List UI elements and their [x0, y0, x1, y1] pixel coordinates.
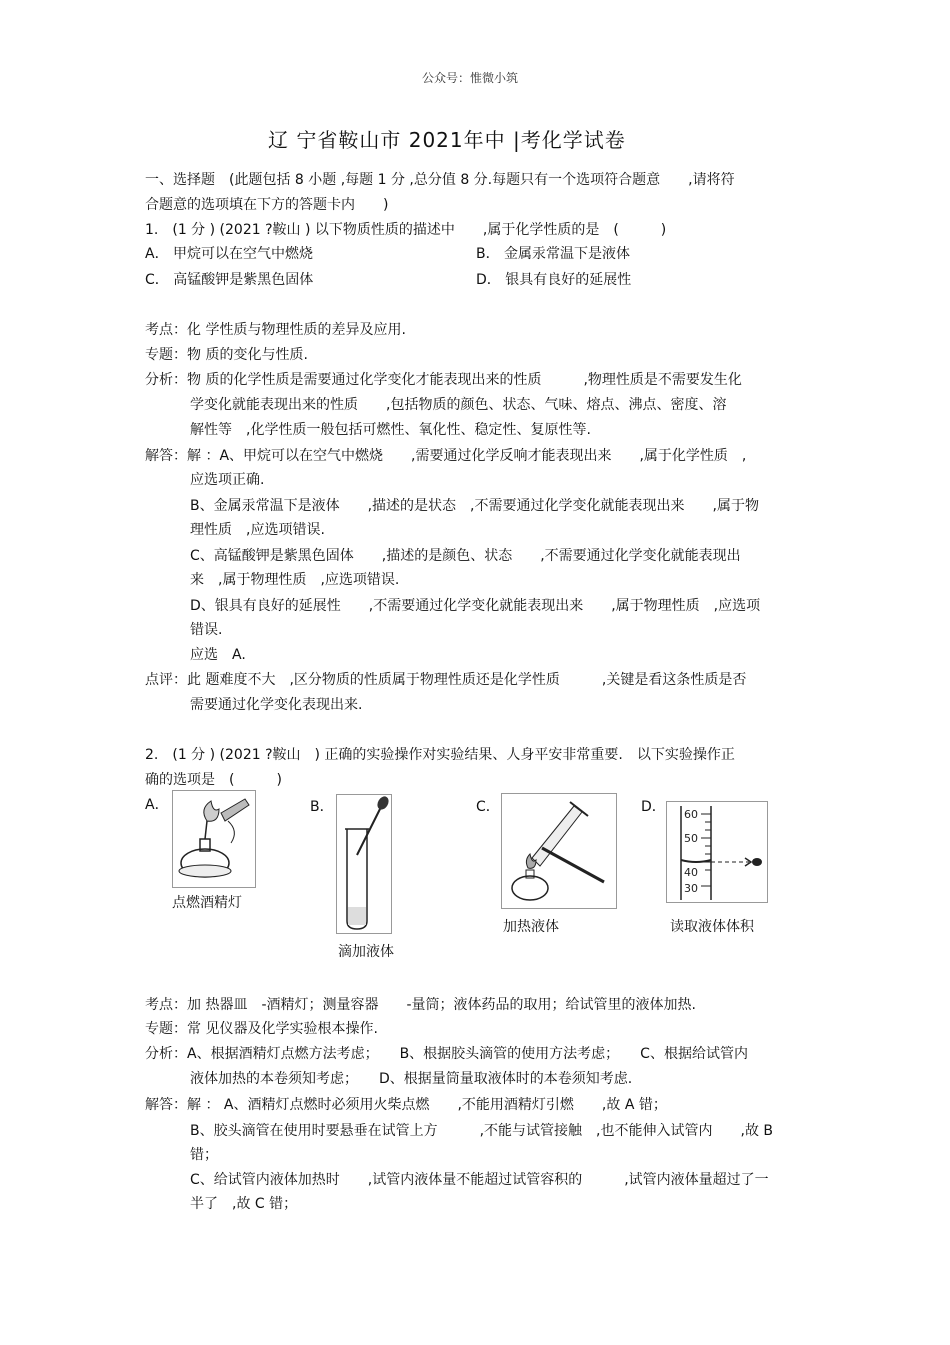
q1-fenxi-line2: 学变化就能表现出来的性质 ,包括物质的颜色、状态、气味、熔点、沸点、密度、溶	[190, 397, 727, 413]
cylinder-tick-label: 40	[684, 866, 698, 879]
q1-zhuanti: 专题：物 质的变化与性质.	[145, 347, 308, 363]
q2-fenxi-line1: 分析：A、根据酒精灯点燃方法考虑； B、根据胶头滴管的使用方法考虑； C、根据给试管内	[145, 1046, 748, 1062]
q1-jieda-line6: 来 ,属于物理性质 ,应选项错误.	[190, 572, 400, 588]
q2-fig-a-image	[172, 790, 256, 888]
cylinder-tick-label: 60	[684, 808, 698, 821]
q2-fig-b-caption: 滴加液体	[338, 944, 394, 960]
q1-jieda-line4: 理性质 ,应选项错误.	[190, 522, 325, 538]
cylinder-tick-label: 50	[684, 832, 698, 845]
page-title: 辽 宁省鞍山市 2021年中 |考化学试卷	[268, 128, 626, 152]
q2-jieda-line2: B、胶头滴管在使用时要悬垂在试管上方 ,不能与试管接触 ,也不能伸入试管内 ,故 B	[190, 1123, 774, 1139]
q2-fig-c-image	[501, 793, 617, 909]
q2-fig-d-letter: D．	[641, 799, 666, 815]
section-intro-line1: 一、选择题 (此题包括 8 小题 ,每题 1 分 ,总分值 8 分.每题只有一个选项符合题意 ,请将符	[145, 172, 735, 188]
q1-option-c: C． 高锰酸钾是紫黑色固体	[145, 272, 314, 288]
alcohol-lamp-lighting-icon	[173, 791, 255, 887]
q1-option-d: D． 银具有良好的延展性	[476, 272, 632, 288]
cylinder-tick-label: 30	[684, 882, 698, 895]
graduated-cylinder-icon	[667, 802, 767, 902]
page-header: 公众号：惟微小筑	[422, 71, 519, 85]
q2-fig-d-caption: 读取液体体积	[670, 919, 754, 935]
heating-test-tube-icon	[502, 794, 616, 908]
q2-fig-d-image	[666, 801, 768, 903]
q1-jieda-line2: 应选项正确.	[190, 472, 265, 488]
q2-fig-c-letter: C．	[476, 799, 500, 815]
q2-fenxi-line2: 液体加热的本卷须知考虑； D、根据量筒量取液体时的本卷须知考虑.	[190, 1071, 633, 1087]
q2-jieda-line4: C、给试管内液体加热时 ,试管内液体量不能超过试管容积的 ,试管内液体量超过了一	[190, 1172, 769, 1188]
q1-jieda-line5: C、高锰酸钾是紫黑色固体 ,描述的是颜色、状态 ,不需要通过化学变化就能表现出	[190, 548, 741, 564]
q1-jieda-line8: 错误.	[190, 622, 223, 638]
q2-stem-line2: 确的选项是 ( )	[145, 772, 282, 788]
q2-zhuanti: 专题：常 见仪器及化学实验根本操作.	[145, 1021, 378, 1037]
q1-jieda-line9: 应选 A.	[190, 647, 246, 663]
q2-fig-b-letter: B．	[310, 799, 334, 815]
q1-kaodian: 考点：化 学性质与物理性质的差异及应用.	[145, 322, 406, 338]
q1-dianping-line2: 需要通过化学变化表现出来.	[190, 697, 363, 713]
q1-stem: 1. (1 分 ) (2021 ?鞍山 ) 以下物质性质的描述中 ,属于化学性质的是 ( )	[145, 222, 667, 238]
q1-option-b: B． 金属汞常温下是液体	[476, 246, 631, 262]
q1-jieda-line1: 解答：解 ：A、甲烷可以在空气中燃烧 ,需要通过化学反响才能表现出来 ,属于化学性质 ,	[145, 448, 747, 464]
q2-jieda-line3: 错；	[190, 1147, 218, 1163]
q2-stem-line1: 2. (1 分 ) (2021 ?鞍山 ) 正确的实验操作对实验结果、人身平安非常重要. 以下实验操作正	[145, 747, 735, 763]
q2-fig-a-caption: 点燃酒精灯	[172, 895, 242, 911]
q2-fig-a-letter: A．	[145, 797, 169, 813]
q2-kaodian: 考点：加 热器皿 -酒精灯；测量容器 -量筒；液体药品的取用；给试管里的液体加热.	[145, 997, 697, 1013]
q2-fig-b-image	[336, 794, 392, 934]
q1-jieda-line7: D、银具有良好的延展性 ,不需要通过化学变化就能表现出来 ,属于物理性质 ,应选项	[190, 598, 761, 614]
q1-jieda-line3: B、金属汞常温下是液体 ,描述的是状态 ,不需要通过化学变化就能表现出来 ,属于物	[190, 498, 759, 514]
dropper-test-tube-icon	[337, 795, 391, 933]
q2-fig-c-caption: 加热液体	[503, 919, 559, 935]
q2-jieda-line1: 解答：解 ： A、酒精灯点燃时必须用火柴点燃 ,不能用酒精灯引燃 ,故 A 错；	[145, 1097, 667, 1113]
q1-fenxi-line3: 解性等 ,化学性质一般包括可燃性、氧化性、稳定性、复原性等.	[190, 422, 591, 438]
q1-option-a: A． 甲烷可以在空气中燃烧	[145, 246, 314, 262]
q1-dianping-line1: 点评：此 题难度不大 ,区分物质的性质属于物理性质还是化学性质 ,关键是看这条性质是否	[145, 672, 747, 688]
q2-jieda-line5: 半了 ,故 C 错；	[190, 1196, 298, 1212]
q1-fenxi-line1: 分析：物 质的化学性质是需要通过化学变化才能表现出来的性质 ,物理性质是不需要发生化	[145, 372, 742, 388]
section-intro-line2: 合题意的选项填在下方的答题卡内 )	[145, 197, 389, 213]
